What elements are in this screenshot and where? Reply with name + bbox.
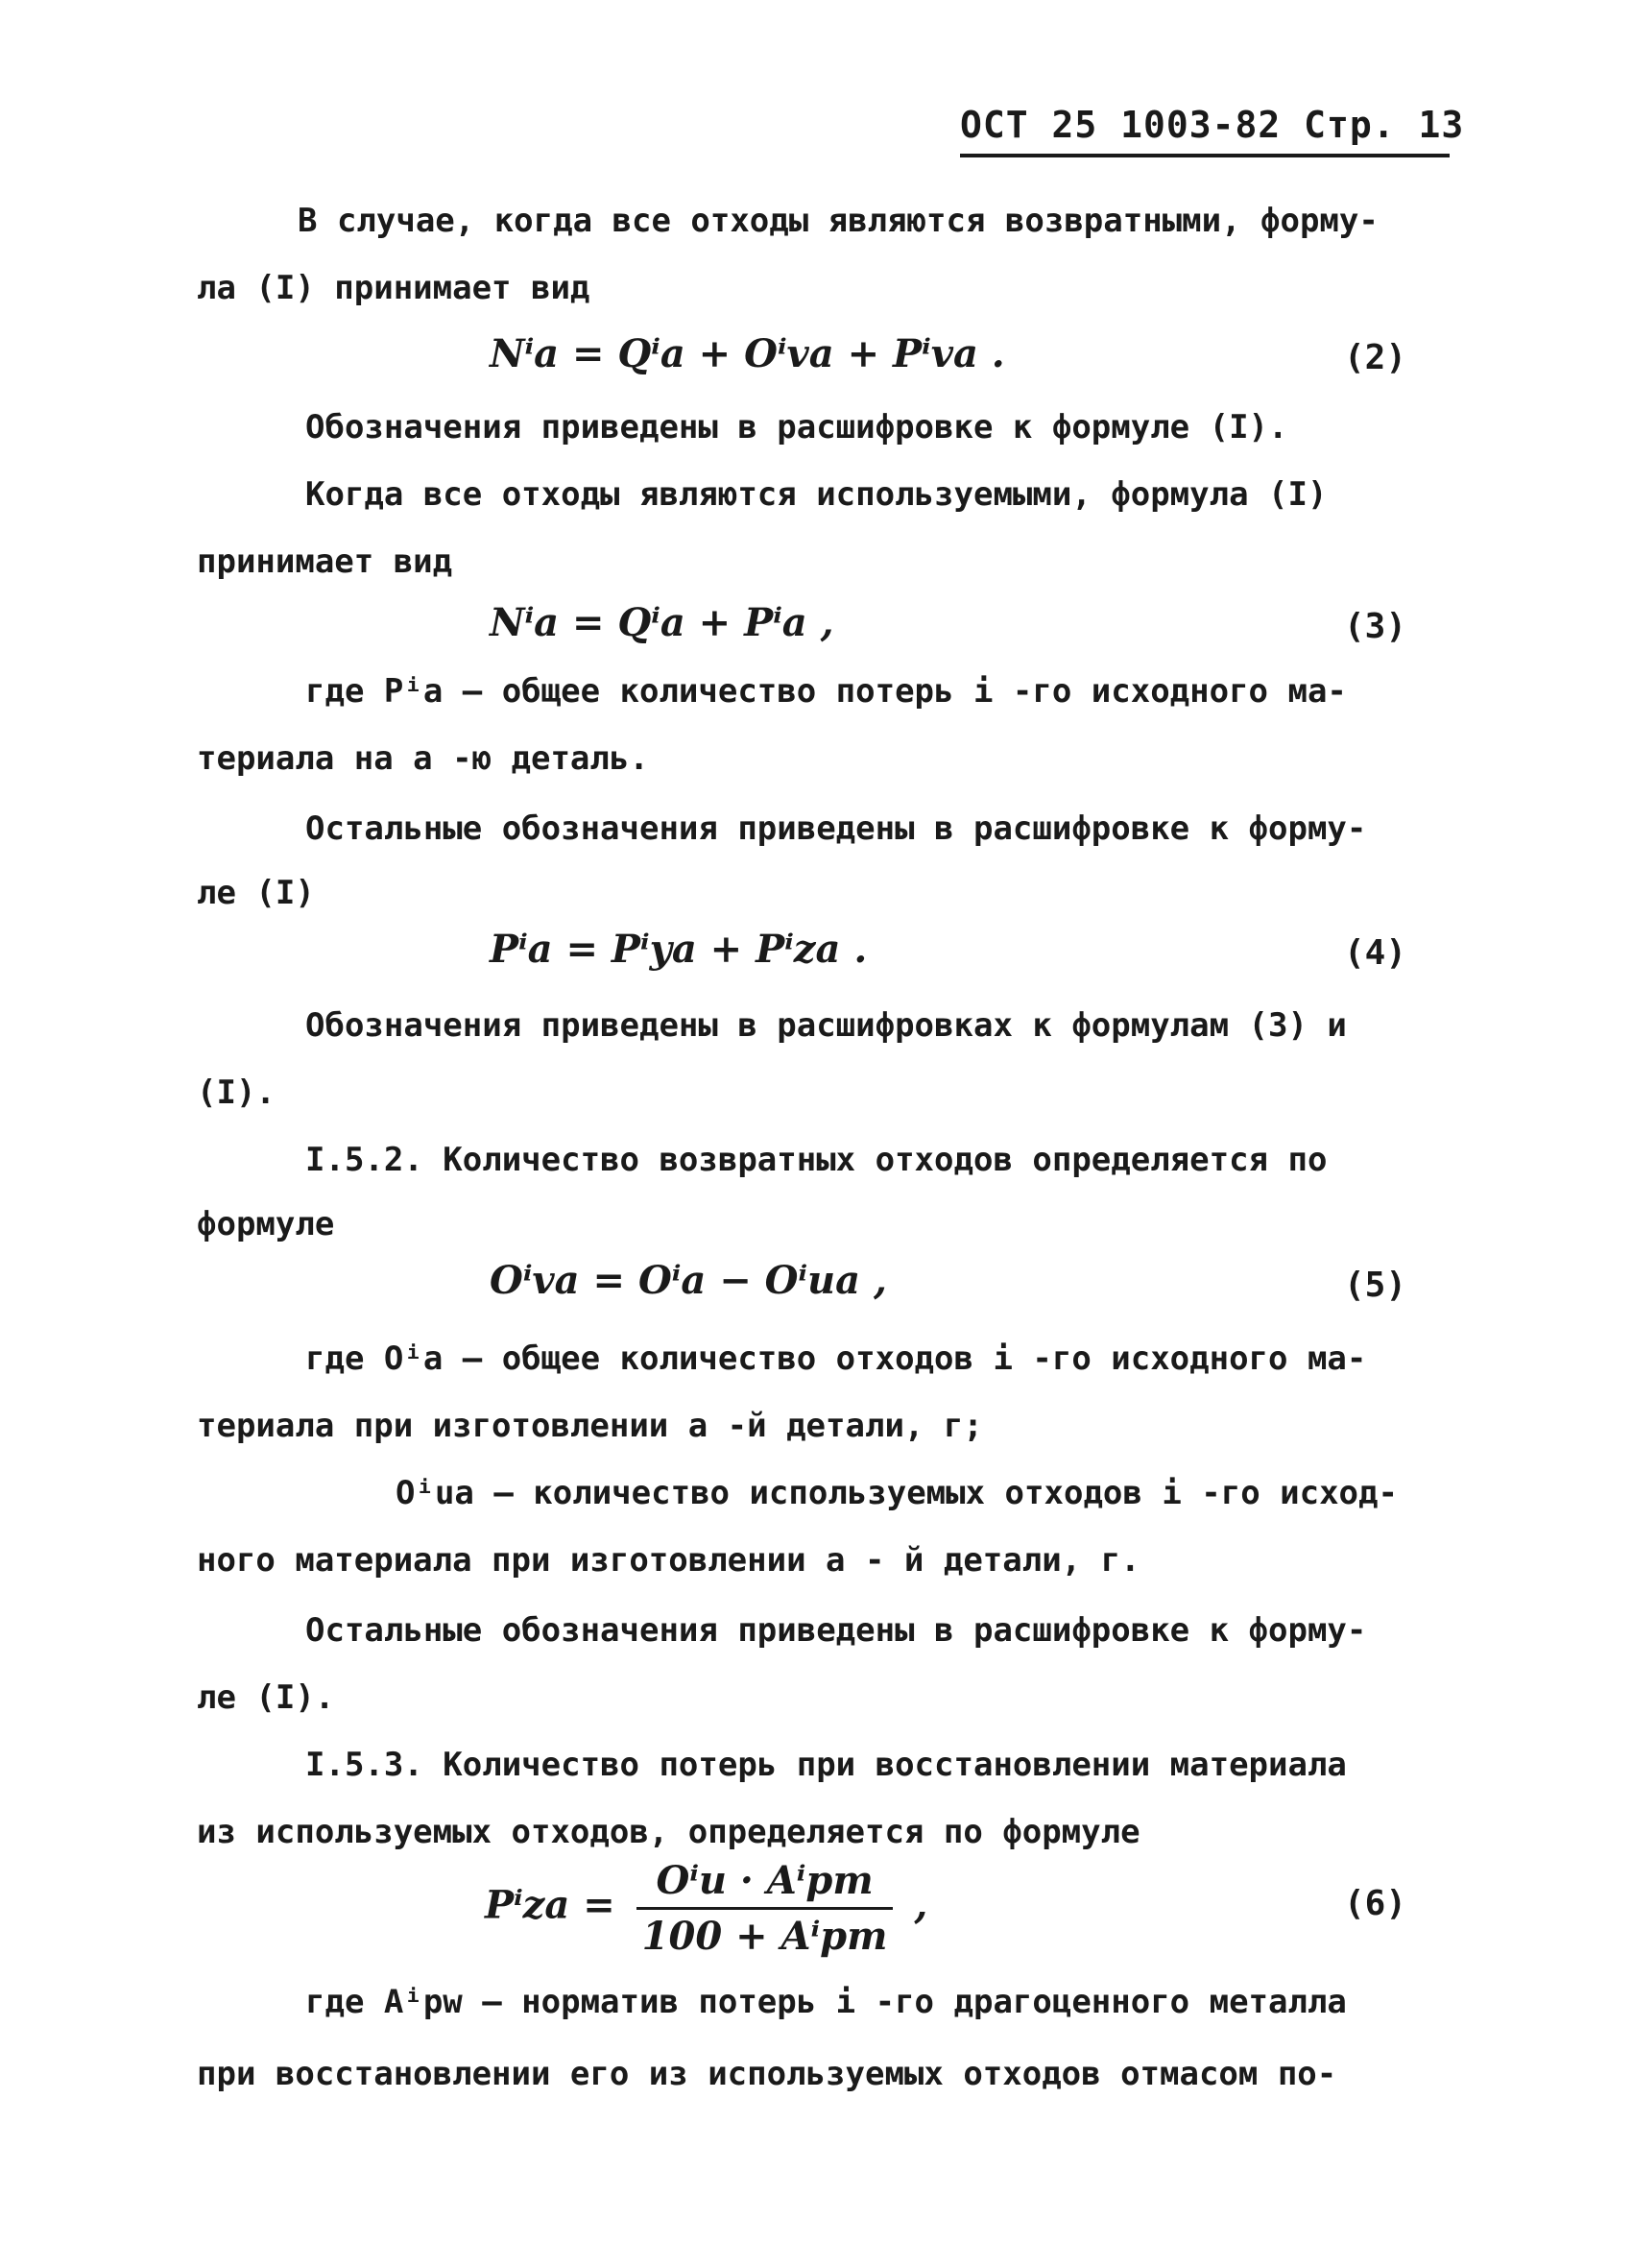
text-line: териала при изготовлении a -й детали, г; — [197, 1407, 983, 1445]
equation-number-3: (3) — [1344, 607, 1407, 646]
text-line: где Oⁱa – общее количество отходов i -го исходного ма- — [305, 1339, 1367, 1378]
text-line: Обозначения приведены в расшифровке к формуле (I). — [305, 408, 1288, 446]
formula-6-numerator: Oⁱu · Aⁱpm — [636, 1858, 894, 1910]
text-line: Обозначения приведены в расшифровках к формулам (3) и — [305, 1006, 1347, 1045]
formula-5: Oⁱva = Oⁱa − Oⁱua , — [490, 1258, 887, 1303]
text-line: Остальные обозначения приведены в расшифровке к форму- — [305, 1611, 1367, 1650]
text-line: Остальные обозначения приведены в расшифровке к форму- — [305, 809, 1367, 848]
formula-6-fraction — [636, 1858, 894, 1959]
formula-6 — [485, 1858, 927, 1959]
text-line: Oⁱua – количество используемых отходов i -го исход- — [396, 1474, 1398, 1512]
text-line: ле (I) — [197, 874, 315, 912]
text-line: формуле — [197, 1205, 335, 1243]
equation-number-2: (2) — [1344, 338, 1407, 377]
page-header: ОСТ 25 1003-82 Стр. 13 — [960, 104, 1450, 157]
text-line: где Aⁱpw – норматив потерь i -го драгоценного металла — [305, 1983, 1347, 2021]
equation-number-5: (5) — [1344, 1266, 1407, 1305]
text-line: ла (I) принимает вид — [197, 269, 590, 307]
text-line: ле (I). — [197, 1678, 335, 1717]
formula-6-lhs: Pⁱza = — [485, 1882, 615, 1928]
text-line: В случае, когда все отходы являются возвратными, форму- — [298, 202, 1379, 240]
text-line: из используемых отходов, определяется по формуле — [197, 1813, 1140, 1851]
formula-2: Nⁱa = Qⁱa + Oⁱva + Pⁱva . — [490, 331, 1005, 376]
formula-6-denominator: 100 + Aⁱpm — [641, 1914, 888, 1959]
text-line: где Pⁱa – общее количество потерь i -го исходного ма- — [305, 672, 1347, 711]
text-line: при восстановлении его из используемых отходов отмасом по- — [197, 2055, 1337, 2093]
text-line: ного материала при изготовлении a - й детали, г. — [197, 1541, 1140, 1580]
text-line: териала на a -ю деталь. — [197, 739, 649, 778]
formula-3: Nⁱa = Qⁱa + Pⁱa , — [490, 600, 834, 645]
formula-4: Pⁱa = Pⁱya + Pⁱza . — [490, 927, 868, 972]
formula-6-tail: , — [914, 1882, 928, 1928]
text-line: I.5.2. Количество возвратных отходов определяется по — [305, 1141, 1328, 1179]
text-line: I.5.3. Количество потерь при восстановлении материала — [305, 1746, 1347, 1784]
text-line: принимает вид — [197, 543, 453, 581]
equation-number-4: (4) — [1344, 933, 1407, 973]
equation-number-6: (6) — [1344, 1884, 1407, 1923]
text-line: (I). — [197, 1074, 276, 1112]
text-line: Когда все отходы являются используемыми, формула (I) — [305, 475, 1328, 514]
